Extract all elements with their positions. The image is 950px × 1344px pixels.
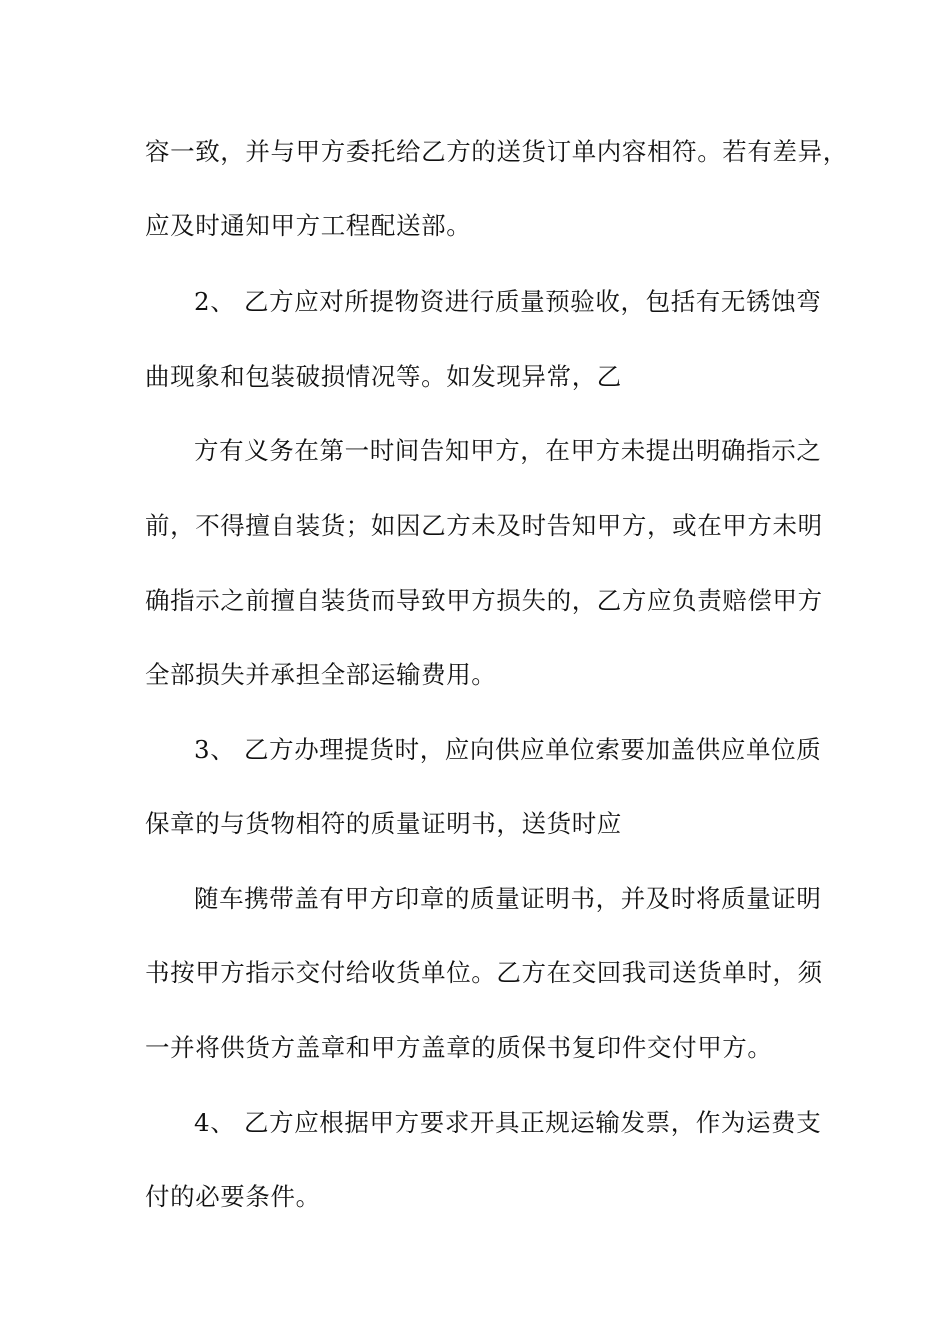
item-number: 3、: [194, 735, 236, 764]
text-line: 乙方办理提货时，应向供应单位索要加盖供应单位质: [244, 735, 822, 764]
text-line: 全部损失并承担全部运输费用。: [145, 660, 497, 689]
text-line: 曲现象和包装破损情况等。如发现异常，乙: [145, 362, 622, 391]
text-line: 付的必要条件。: [145, 1182, 321, 1211]
text-line: 一并将供货方盖章和甲方盖章的质保书复印件交付甲方。: [145, 1033, 773, 1062]
list-item-2: [194, 286, 821, 318]
list-item-4: [194, 1107, 821, 1139]
text-line: 前，不得擅自装货；如因乙方未及时告知甲方，或在甲方未明: [145, 511, 823, 540]
item-number: 4、: [194, 1108, 236, 1137]
text-line: 乙方应对所提物资进行质量预验收，包括有无锈蚀弯: [244, 287, 822, 316]
text-line: 容一致，并与甲方委托给乙方的送货订单内容相符。若有差异，: [145, 137, 848, 166]
text-line: 随车携带盖有甲方印章的质量证明书，并及时将质量证明: [194, 884, 822, 913]
text-line: 应及时通知甲方工程配送部。: [145, 211, 472, 240]
text-line: 确指示之前擅自装货而导致甲方损失的，乙方应负责赔偿甲方: [145, 586, 823, 615]
text-line: 书按甲方指示交付给收货单位。乙方在交回我司送货单时，须: [145, 958, 823, 987]
text-line: 乙方应根据甲方要求开具正规运输发票，作为运费支: [244, 1108, 822, 1137]
text-line: 保章的与货物相符的质量证明书，送货时应: [145, 809, 622, 838]
text-line: 方有义务在第一时间告知甲方，在甲方未提出明确指示之: [194, 436, 822, 465]
list-item-3: [194, 734, 821, 766]
item-number: 2、: [194, 287, 236, 316]
